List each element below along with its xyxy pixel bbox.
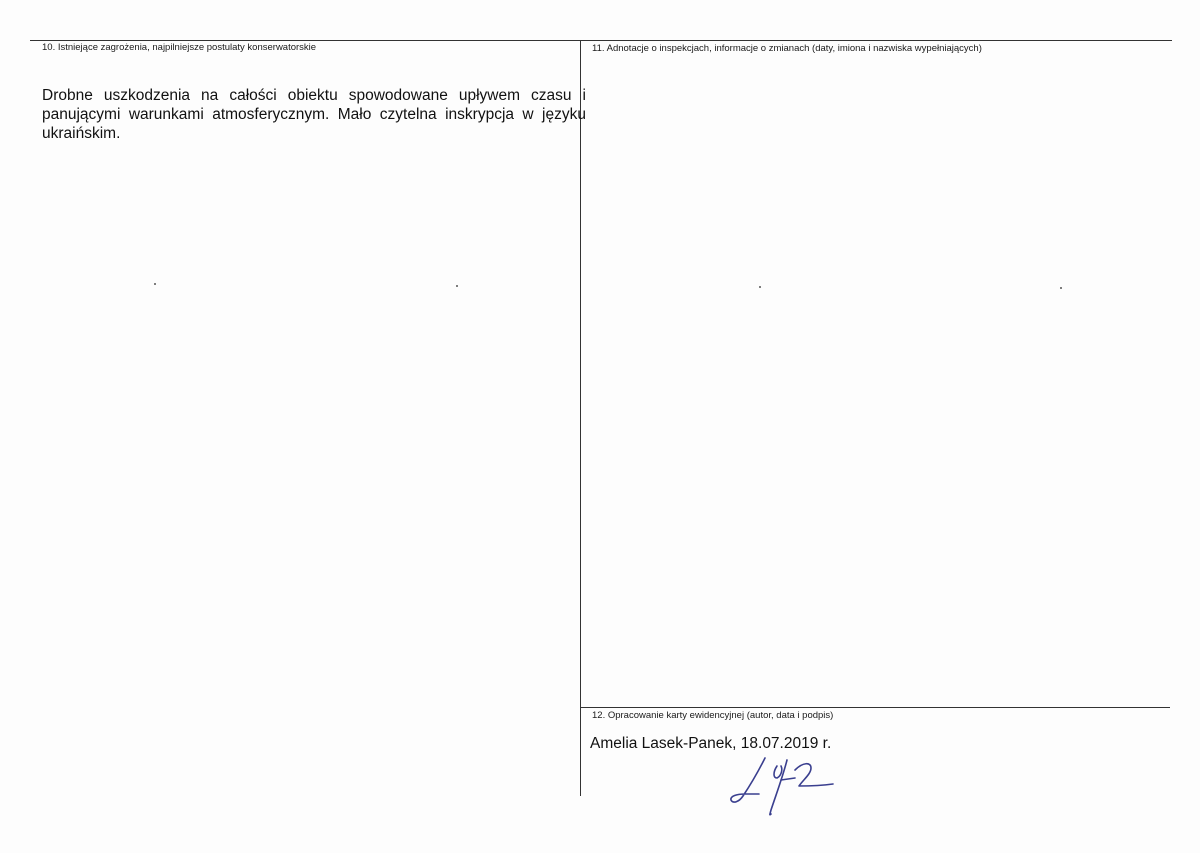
author-date: Amelia Lasek-Panek, 18.07.2019 r.	[590, 735, 832, 752]
section-12-label: 12. Opracowanie karty ewidencyjnej (autor, data i podpis)	[592, 710, 834, 721]
scan-speck	[759, 286, 761, 288]
section-10-label: 10. Istniejące zagrożenia, najpilniejsze postulaty konserwatorskie	[42, 42, 317, 53]
scan-speck	[154, 283, 156, 285]
scan-speck	[456, 285, 458, 287]
column-divider	[580, 40, 581, 796]
section-12-rule	[580, 707, 1170, 708]
top-rule	[30, 40, 1172, 41]
section-10-text: Drobne uszkodzenia na całości obiektu spowodowane upływem czasu i panującymi warunkami atmosferycznym. Mało czytelna inskrypcja w języku ukraińskim.	[42, 87, 586, 142]
section-11-label: 11. Adnotacje o inspekcjach, informacje o zmianach (daty, imiona i nazwiska wypełniających)	[592, 43, 982, 54]
signature	[725, 752, 855, 822]
scan-speck	[1060, 287, 1062, 289]
